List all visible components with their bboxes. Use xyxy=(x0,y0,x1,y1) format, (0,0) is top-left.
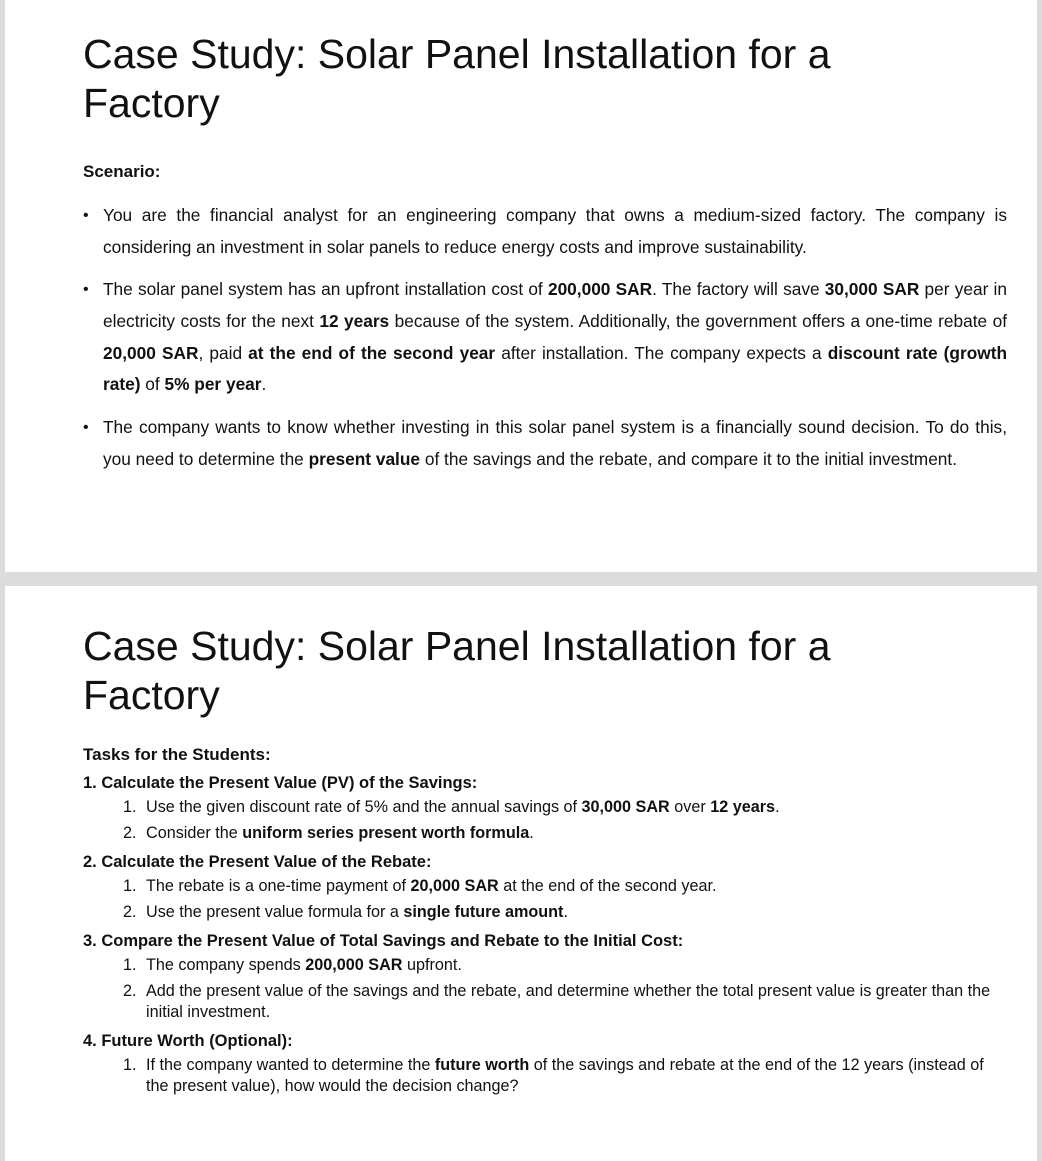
task-item xyxy=(83,772,997,844)
subtask-list xyxy=(83,1055,997,1097)
tasks-heading: Tasks for the Students: xyxy=(83,745,271,764)
slide-scenario xyxy=(5,0,1037,572)
scenario-heading: Scenario: xyxy=(83,162,161,181)
bullet-icon: • xyxy=(83,281,89,299)
task-item xyxy=(83,930,997,1023)
bullet-item xyxy=(83,200,1007,264)
subtask-list xyxy=(83,797,997,844)
slide-tasks xyxy=(5,586,1037,1161)
bullet-text: The company wants to know whether investing in this solar panel system is a financially sound decision. To do this, you need to determine the present value of the savings and the rebate, and compare it to the initial investment. xyxy=(103,416,1007,469)
subtask-item: 2. Add the present value of the savings and the rebate, and determine whether the total present value is greater than the initial investment. xyxy=(123,982,991,1021)
bullet-text: The solar panel system has an upfront installation cost of 200,000 SAR. The factory will save 30,000 SAR per year in electricity costs for the next 12 years because of the system. Additionally, the government offers a one-time rebate of 20,000 SAR, paid at the end of the second year after installation. The company expects a discount rate (growth rate) of 5% per year. xyxy=(103,279,1008,395)
scenario-bullets xyxy=(83,200,1007,486)
bullet-item xyxy=(83,274,1007,401)
bullet-text: You are the financial analyst for an engineering company that owns a medium-sized factory. The company is considering an investment in solar panels to reduce energy costs and improve sustainability. xyxy=(103,205,1007,257)
task-title: 3. Compare the Present Value of Total Savings and Rebate to the Initial Cost: xyxy=(83,932,684,950)
bullet-icon: • xyxy=(83,207,89,224)
slide-title: Case Study: Solar Panel Installation for a Factory xyxy=(83,31,831,126)
task-title: 4. Future Worth (Optional): xyxy=(83,1032,293,1050)
subtask-item: 2. Consider the uniform series present worth formula. xyxy=(123,824,534,842)
task-item xyxy=(83,1030,997,1097)
subtask-item: 1. If the company wanted to determine the future worth of the savings and rebate at the end of the 12 years (instead of the present value), how would the decision change? xyxy=(123,1056,984,1095)
slide-title: Case Study: Solar Panel Installation for a Factory xyxy=(83,623,831,718)
subtask-item: 2. Use the present value formula for a single future amount. xyxy=(123,903,568,921)
bullet-item xyxy=(83,412,1007,476)
task-title: 2. Calculate the Present Value of the Rebate: xyxy=(83,853,432,871)
task-title: 1. Calculate the Present Value (PV) of the Savings: xyxy=(83,774,478,792)
tasks-list xyxy=(83,772,997,1104)
subtask-list xyxy=(83,955,997,1023)
subtask-item: 1. The company spends 200,000 SAR upfront. xyxy=(123,956,462,974)
bullet-icon: • xyxy=(83,418,89,436)
subtask-item: 1. Use the given discount rate of 5% and the annual savings of 30,000 SAR over 12 years. xyxy=(123,798,780,816)
subtask-list xyxy=(83,876,997,923)
task-item xyxy=(83,851,997,923)
subtask-item: 1. The rebate is a one-time payment of 20,000 SAR at the end of the second year. xyxy=(123,877,717,895)
